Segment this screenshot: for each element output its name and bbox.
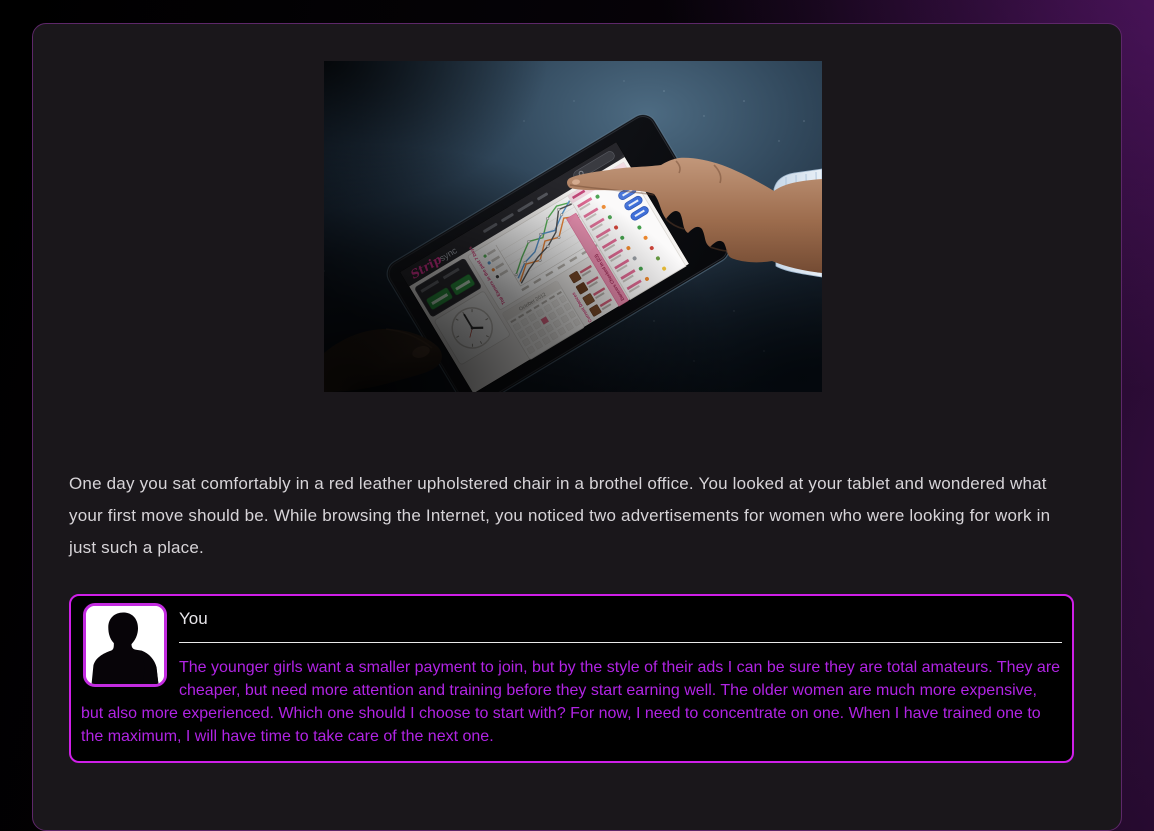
narrative-text: One day you sat comfortably in a red leather upholstered chair in a brothel office. You looked at your tablet and wondered what your first move should be. While browsing the Internet, you noticed two advertisements for women who were looking for work in just such a place. (69, 474, 1051, 557)
man-silhouette-icon (86, 606, 164, 684)
message-text: The younger girls want a smaller payment to join, but by the style of their ads I can be sure they are total amateurs. They are cheaper, but need more attention and training before they start earning well. The older women are much more expensive, but also more experienced. Which one should I choose to start with? For now, I need to concentrate on one. When I have trained one to the maximum, I will have time to take care of the next one. (81, 659, 1061, 745)
content-panel (32, 23, 1122, 831)
message-divider (179, 642, 1062, 643)
avatar (83, 603, 167, 687)
tablet-photo (324, 61, 822, 392)
message-box (69, 594, 1074, 763)
message-author: You (179, 609, 208, 628)
hero-image (324, 61, 822, 392)
